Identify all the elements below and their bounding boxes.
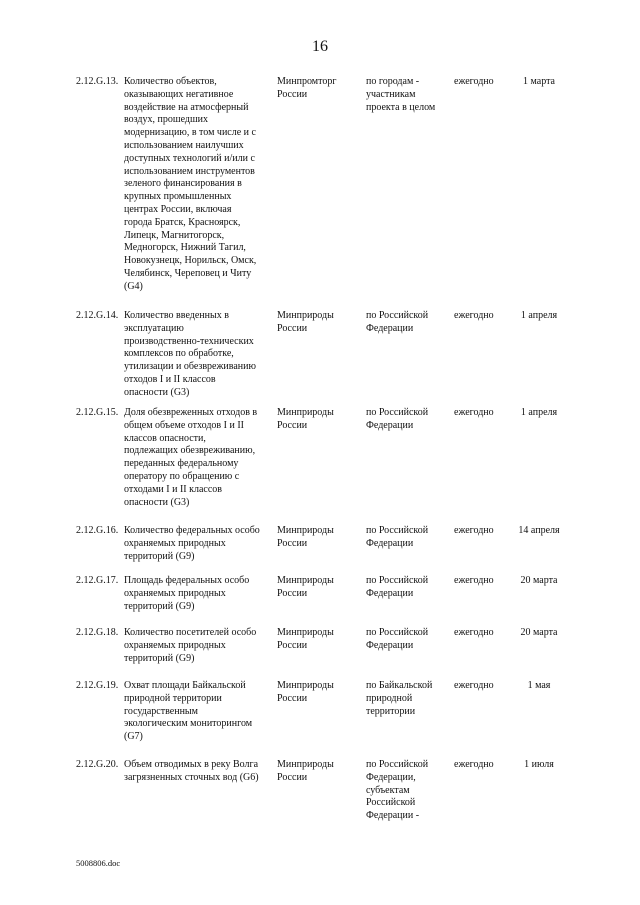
deadline-date: 1 мая	[527, 680, 551, 691]
table-row	[0, 759, 640, 829]
aggregation-level: по Российской Федерации	[366, 525, 429, 549]
aggregation-level: по Байкальской природной территории	[366, 680, 433, 717]
responsible-agency: Минприроды России	[277, 407, 334, 431]
indicator-name: Площадь федеральных особо охраняемых природных территорий (G9)	[124, 575, 250, 612]
frequency: ежегодно	[454, 627, 494, 638]
table-row	[0, 627, 640, 680]
table-row	[0, 310, 640, 407]
frequency: ежегодно	[454, 310, 494, 321]
indicator-code: 2.12.G.19.	[76, 680, 119, 691]
indicator-table	[0, 76, 640, 829]
indicator-code: 2.12.G.14.	[76, 310, 119, 321]
frequency: ежегодно	[454, 575, 494, 586]
indicator-code: 2.12.G.15.	[76, 407, 119, 418]
aggregation-level: по Российской Федерации	[366, 407, 429, 431]
deadline-date: 1 июля	[524, 759, 554, 770]
responsible-agency: Минприроды России	[277, 759, 334, 783]
deadline-date: 1 апреля	[520, 407, 558, 418]
indicator-name: Количество федеральных особо охраняемых природных территорий (G9)	[124, 525, 260, 562]
aggregation-level: по Российской Федерации	[366, 310, 429, 334]
deadline-date: 1 марта	[523, 76, 555, 87]
table-row	[0, 575, 640, 627]
indicator-code: 2.12.G.13.	[76, 76, 119, 87]
table-row	[0, 525, 640, 575]
indicator-name: Охват площади Байкальской природной территории государственным экологическим мониторингом (G7)	[124, 680, 253, 743]
table-row	[0, 407, 640, 525]
indicator-name: Объем отводимых в реку Волга загрязненных сточных вод (G6)	[124, 759, 259, 783]
indicator-name: Количество введенных в эксплуатацию производственно-технических комплексов по обработке, утилизации и обезвреживанию отходов I и II классов опасности (G3)	[124, 310, 256, 398]
responsible-agency: Минпромторг России	[277, 76, 337, 100]
table-row	[0, 76, 640, 310]
page-number: 16	[312, 38, 328, 55]
table-row	[0, 680, 640, 759]
indicator-code: 2.12.G.20.	[76, 759, 119, 770]
indicator-code: 2.12.G.18.	[76, 627, 119, 638]
aggregation-level: по Российской Федерации	[366, 575, 429, 599]
indicator-code: 2.12.G.16.	[76, 525, 119, 536]
deadline-date: 14 апреля	[518, 525, 560, 536]
frequency: ежегодно	[454, 525, 494, 536]
aggregation-level: по Российской Федерации	[366, 627, 429, 651]
frequency: ежегодно	[454, 76, 494, 87]
responsible-agency: Минприроды России	[277, 680, 334, 704]
responsible-agency: Минприроды России	[277, 627, 334, 651]
deadline-date: 20 марта	[520, 575, 558, 586]
indicator-code: 2.12.G.17.	[76, 575, 119, 586]
responsible-agency: Минприроды России	[277, 310, 334, 334]
indicator-name: Доля обезвреженных отходов в общем объеме отходов I и II классов опасности, подлежащих обезвреживанию, переданных федеральному оператору по обращению с отходами I и II классов опасности (G3)	[124, 407, 258, 508]
frequency: ежегодно	[454, 680, 494, 691]
deadline-date: 1 апреля	[520, 310, 558, 321]
aggregation-level: по городам - участникам проекта в целом	[366, 76, 436, 113]
responsible-agency: Минприроды России	[277, 525, 334, 549]
responsible-agency: Минприроды России	[277, 575, 334, 599]
document-filename: 5008806.doc	[76, 858, 121, 868]
deadline-date: 20 марта	[520, 627, 558, 638]
aggregation-level: по Российской Федерации, субъектам Российской Федерации -	[366, 759, 429, 822]
indicator-name: Количество посетителей особо охраняемых природных территорий (G9)	[124, 627, 257, 664]
indicator-name: Количество объектов, оказывающих негативное воздействие на атмосферный воздух, прошедших модернизацию, в том числе и с использованием наилучших доступных технологий и/или с использованием инструментов зеленого финансирования в крупных промышленных центрах России, включая города Братск, Красноярск, Липецк, Магнитогорск, Медногорск, Нижний Тагил, Новокузнецк, Норильск, Омск, Челябинск, Череповец и Читу (G4)	[124, 76, 257, 292]
frequency: ежегодно	[454, 407, 494, 418]
frequency: ежегодно	[454, 759, 494, 770]
